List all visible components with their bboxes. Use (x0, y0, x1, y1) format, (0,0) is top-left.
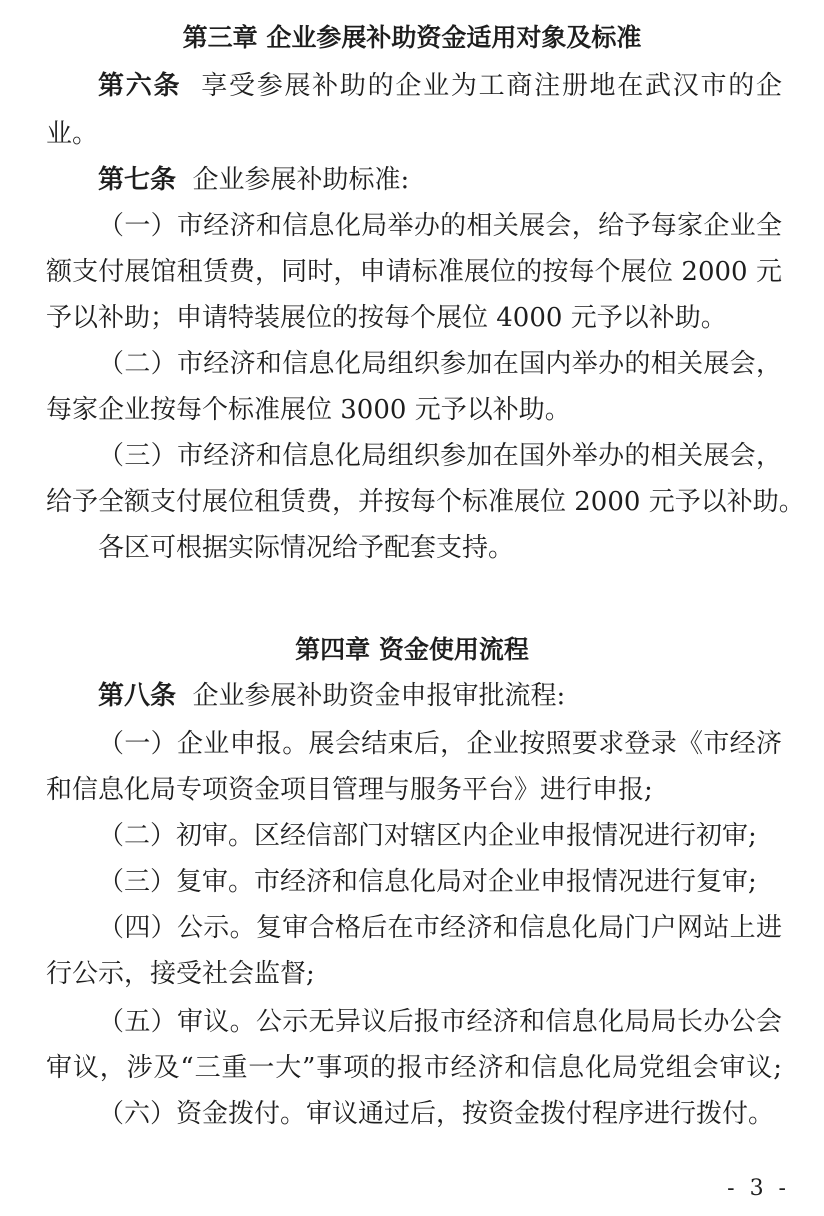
article-8-step-5-line-1: （五）审议。公示无异议后报市经济和信息化局局长办公会 (98, 1007, 782, 1037)
article-8-intro-text: 企业参展补助资金申报审批流程: (192, 681, 566, 711)
article-7-label: 第七条 (98, 165, 177, 195)
article-8-step-2: （二）初审。区经信部门对辖区内企业申报情况进行初审; (98, 821, 757, 851)
article-8-step-4-line-1: （四）公示。复审合格后在市经济和信息化局门户网站上进 (98, 913, 782, 943)
chapter-3-title: 第三章 企业参展补助资金适用对象及标准 (182, 23, 642, 52)
article-8-intro (98, 678, 565, 714)
article-7-item-1-line-2: 额支付展馆租赁费，同时，申请标准展位的按每个展位 2000 元 (46, 257, 782, 287)
article-7-intro-text: 企业参展补助标准: (192, 165, 410, 195)
article-8-step-5-line-2: 审议，涉及“三重一大”事项的报市经济和信息化局党组会审议; (46, 1053, 782, 1083)
article-8-step-1-line-2: 和信息化局专项资金项目管理与服务平台》进行申报; (46, 775, 653, 805)
article-8-step-3: （三）复审。市经济和信息化局对企业申报情况进行复审; (98, 867, 757, 897)
article-8-step-1-line-1: （一）企业申报。展会结束后，企业按照要求登录《市经济 (98, 729, 782, 759)
article-7-item-2-line-1: （二）市经济和信息化局组织参加在国内举办的相关展会， (98, 349, 782, 379)
chapter-4-title: 第四章 资金使用流程 (295, 635, 529, 664)
article-6-line-2: 业。 (46, 119, 99, 149)
article-7-item-1-line-1: （一）市经济和信息化局举办的相关展会，给予每家企业全 (98, 211, 782, 241)
article-8-step-4-line-2: 行公示，接受社会监督; (46, 959, 315, 989)
article-8-step-6: （六）资金拨付。审议通过后，按资金拨付程序进行拨付。 (98, 1099, 775, 1129)
article-6-line-1 (98, 68, 782, 104)
article-7-item-3-line-2: 给予全额支付展位租赁费，并按每个标准展位 2000 元予以补助。 (46, 487, 805, 517)
article-7-item-3-line-1: （三）市经济和信息化局组织参加在国外举办的相关展会， (98, 441, 782, 471)
article-7-intro (98, 162, 409, 198)
article-6-label: 第六条 (98, 71, 182, 101)
article-8-label: 第八条 (98, 681, 177, 711)
article-7-item-2-line-2: 每家企业按每个标准展位 3000 元予以补助。 (46, 395, 571, 425)
page-number: - 3 - (727, 1176, 790, 1201)
article-7-item-1-line-3: 予以补助；申请特装展位的按每个展位 4000 元予以补助。 (46, 303, 727, 333)
article-6-text: 享受参展补助的企业为工商注册地在武汉市的企 (201, 71, 782, 101)
article-7-note: 各区可根据实际情况给予配套支持。 (98, 533, 515, 563)
